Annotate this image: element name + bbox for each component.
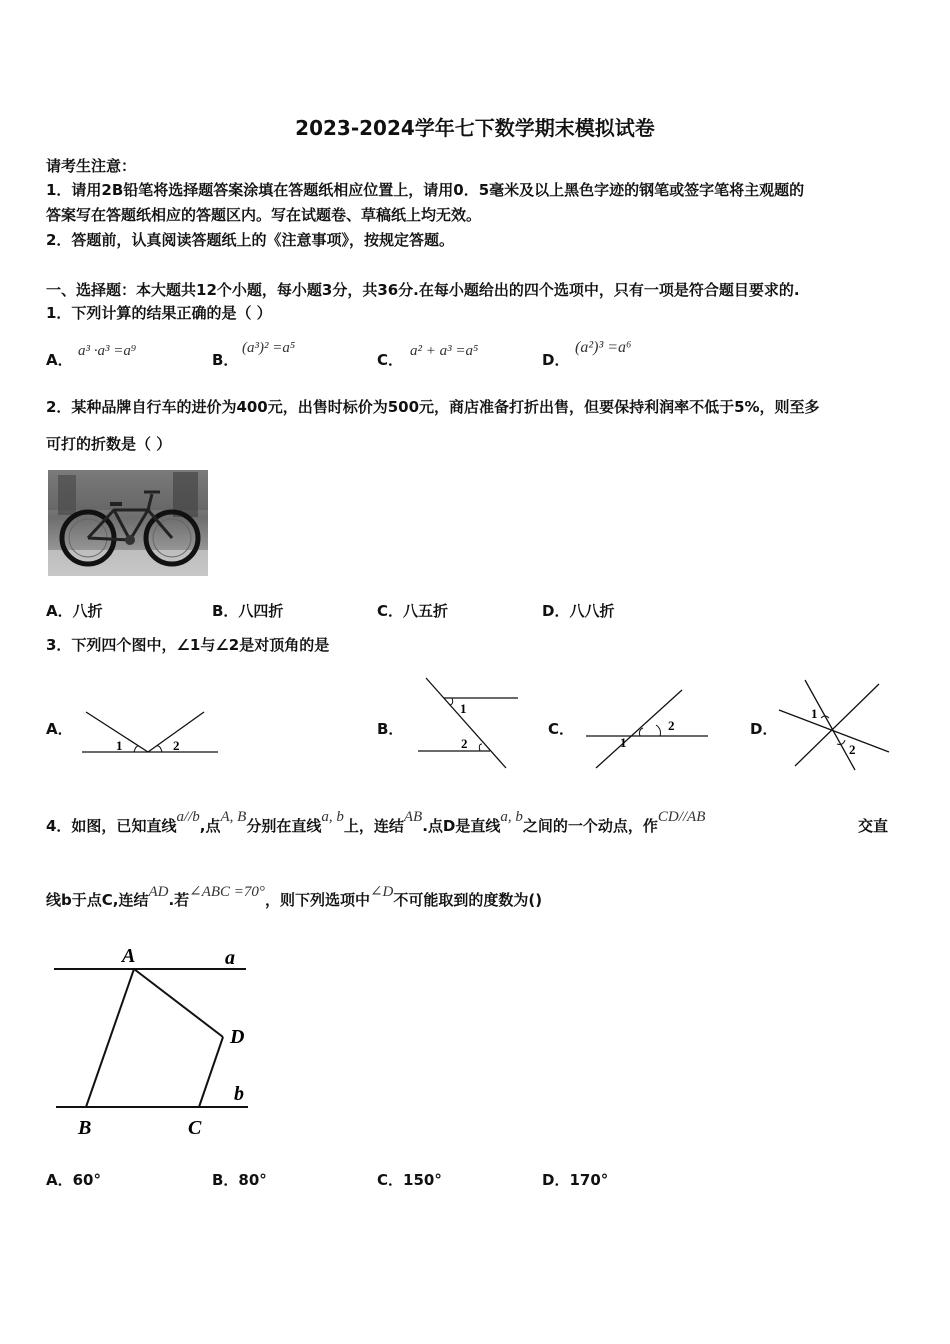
q4-figure xyxy=(48,940,258,1140)
q3-option-c-label[interactable]: C． xyxy=(548,720,575,738)
q3-figure-c xyxy=(582,684,712,774)
q1-option-a-expr: a³ ·a³ =a⁹ xyxy=(78,343,137,359)
q4-option-a[interactable]: A．60° xyxy=(46,1171,101,1189)
q4-label-C: C xyxy=(188,1117,202,1139)
q3-option-a-label[interactable]: A． xyxy=(46,720,73,738)
q1-option-a-label[interactable]: A． xyxy=(46,351,73,369)
q4-label-A: A xyxy=(122,945,136,967)
q3-option-d-label[interactable]: D． xyxy=(750,720,778,738)
q4-text-8: 线b于点C,连结 xyxy=(46,891,149,909)
q2-option-b[interactable]: B．八四折 xyxy=(212,602,284,620)
q3b-angle-1: 1 xyxy=(460,701,467,716)
q3a-angle-2: 2 xyxy=(173,738,180,753)
q4-text-2: ,点 xyxy=(199,817,221,835)
q3-option-b-label[interactable]: B． xyxy=(377,720,404,738)
q4-math-8: ∠ABC =70° xyxy=(189,884,265,900)
q4-label-b: b xyxy=(234,1083,244,1105)
q4-math-5: a, b xyxy=(500,809,523,825)
notice-heading: 请考生注意： xyxy=(46,157,137,175)
q1-option-d-label[interactable]: D． xyxy=(542,351,570,369)
q4-line-2 xyxy=(46,884,543,910)
q4-math-9: ∠D xyxy=(369,884,394,900)
q3c-angle-2: 2 xyxy=(668,718,675,733)
q4-option-d[interactable]: D．170° xyxy=(542,1171,609,1189)
q4-math-7: AD xyxy=(148,884,169,900)
q4-line-1 xyxy=(46,809,706,836)
q4-math-6: CD//AB xyxy=(657,809,706,825)
q4-math-4: AB xyxy=(403,809,423,825)
q4-label-B: B xyxy=(78,1117,92,1139)
q4-text-6: 之间的一个动点，作 xyxy=(522,817,658,835)
q2-stem-line-2: 可打的折数是（ ） xyxy=(46,435,172,453)
q4-math-2: A, B xyxy=(220,809,247,825)
q4-text-1: 4．如图，已知直线 xyxy=(46,817,177,835)
q3-figure-b xyxy=(410,672,522,772)
q4-math-3: a, b xyxy=(321,809,344,825)
q4-text-4: 上，连结 xyxy=(343,817,404,835)
q3d-angle-1: 1 xyxy=(811,706,818,721)
notice-line-1: 1．请用2B铅笔将选择题答案涂填在答题纸相应位置上，请用0．5毫米及以上黑色字迹的钢笔或签字笔将主观题的 xyxy=(46,181,805,199)
q2-option-c[interactable]: C．八五折 xyxy=(377,602,449,620)
q1-option-c-label[interactable]: C． xyxy=(377,351,404,369)
q4-math-1: a//b xyxy=(176,809,200,825)
q1-option-d-expr: (a²)³ =a⁶ xyxy=(575,339,632,356)
q3b-angle-2: 2 xyxy=(461,736,468,751)
page-title: 2023-2024学年七下数学期末模拟试卷 xyxy=(295,116,655,140)
q4-option-b[interactable]: B．80° xyxy=(212,1171,267,1189)
bicycle-photo xyxy=(48,470,208,576)
q2-stem-line-1: 2．某种品牌自行车的进价为400元，出售时标价为500元，商店准备打折出售，但要保持利润率不低于5%，则至多 xyxy=(46,398,820,416)
q1-option-b-expr: (a³)² =a⁵ xyxy=(242,340,296,356)
q4-text-5: .点D是直线 xyxy=(422,817,501,835)
q1-option-c-expr: a² + a³ =a⁵ xyxy=(410,343,479,359)
q4-text-9: .若 xyxy=(168,891,190,909)
q4-option-c[interactable]: C．150° xyxy=(377,1171,442,1189)
q4-text-3: 分别在直线 xyxy=(246,817,322,835)
section-heading: 一、选择题：本大题共12个小题，每小题3分，共36分.在每小题给出的四个选项中，只有一项是符合题目要求的. xyxy=(46,281,800,299)
q4-text-7: 交直 xyxy=(858,817,889,835)
q3-figure-d xyxy=(775,676,893,774)
notice-line-2: 答案写在答题纸相应的答题区内。写在试题卷、草稿纸上均无效。 xyxy=(46,206,482,224)
q3a-angle-1: 1 xyxy=(116,738,123,753)
q2-option-d[interactable]: D．八八折 xyxy=(542,602,615,620)
q4-text-11: 不可能取到的度数为() xyxy=(393,891,543,909)
q3d-angle-2: 2 xyxy=(849,742,856,757)
q4-label-a: a xyxy=(225,947,235,969)
q3c-angle-1: 1 xyxy=(620,735,627,750)
notice-line-3: 2．答题前，认真阅读答题纸上的《注意事项》，按规定答题。 xyxy=(46,231,454,249)
q4-label-D: D xyxy=(230,1026,245,1048)
q3-figure-a xyxy=(78,705,223,760)
q1-option-b-label[interactable]: B． xyxy=(212,351,239,369)
q4-text-10: ，则下列选项中 xyxy=(264,891,370,909)
q1-stem: 1．下列计算的结果正确的是（ ） xyxy=(46,304,272,322)
q3-stem: 3．下列四个图中，∠1与∠2是对顶角的是 xyxy=(46,636,330,654)
q2-option-a[interactable]: A．八折 xyxy=(46,602,103,620)
